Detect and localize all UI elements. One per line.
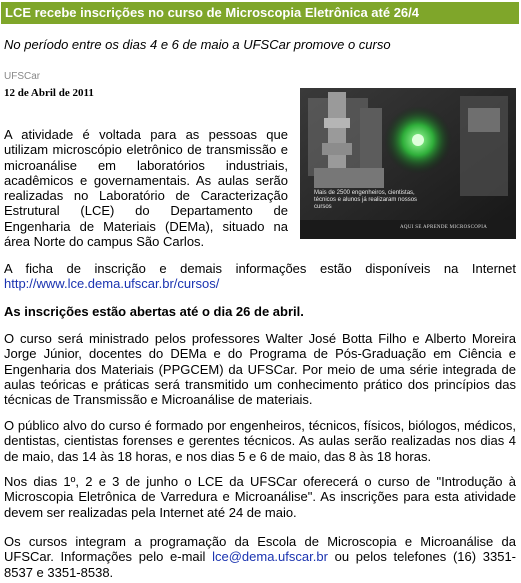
microscope-photo: [300, 88, 516, 239]
paragraph-7-text: Os cursos integram a programação da Escola de Microscopia e Microanálise da UFSCar. Informações pelo e-mail: [4, 534, 516, 565]
paragraph-7-tail: ou pelos telefones (16) 3351-8537 e 3351-8538.: [4, 549, 516, 580]
paragraph-6: Nos dias 1º, 2 e 3 de junho o LCE da UFSCar oferecerá o curso de "Introdução à Microscopia Eletrônica de Varredura e Microanálise". As inscrições para esta atividade devem ser realizadas pela Internet até 24 de maio.: [4, 474, 516, 520]
paragraph-2: [4, 261, 516, 292]
paragraph-4: O curso será ministrado pelos professores Walter José Botta Filho e Alberto Moreira Jorge Júnior, docentes do DEMa e do Programa de Pós-Graduação em Ciência e Engenharia dos Materiais (PPGCEM) da UFSCar. Por meio de uma série integrada de aulas teóricas e práticas será transmitido um conhecimento prático dos princípios das técnicas de Transmissão e Microanálise de materiais.: [4, 331, 516, 408]
article-subtitle: No período entre os dias 4 e 6 de maio a UFSCar promove o curso: [4, 37, 391, 52]
article-source: UFSCar: [4, 71, 41, 82]
article-title: LCE recebe inscrições no curso de Microscopia Eletrônica até 26/4: [5, 5, 419, 20]
registration-deadline: As inscrições estão abertas até o dia 26 de abril.: [4, 304, 304, 319]
photo-caption: Mais de 2500 engenheiros, cientistas, técnicos e alunos já realizaram nossos cursos: [314, 190, 418, 210]
registration-link[interactable]: http://www.lce.dema.ufscar.br/cursos/: [4, 276, 220, 292]
paragraph-2-text: A ficha de inscrição e demais informações estão disponíveis na Internet: [4, 261, 516, 276]
article-photo: [300, 88, 516, 239]
contact-email-link[interactable]: lce@dema.ufscar.br: [212, 549, 328, 565]
paragraph-1: A atividade é voltada para as pessoas que utilizam microscópio eletrônico de transmissão e microanálise em laboratórios industriais, acadêmicos e governamentais. As aulas serão realizadas no Laboratório de Caracterização Estrutural (LCE) do Departamento de Engenharia de Materiais (DEMa), situado na área Norte do campus São Carlos.: [4, 127, 288, 250]
paragraph-5: O público alvo do curso é formado por engenheiros, técnicos, físicos, biólogos, médicos, dentistas, cientistas forenses e gerentes técnicos. As aulas serão realizadas nos dias 4 de maio, das 14 às 18 horas, e nos dias 5 e 6 de maio, das 8 às 18 horas.: [4, 418, 516, 464]
article-date: 12 de Abril de 2011: [4, 87, 94, 99]
photo-banner: AQUI SE APRENDE MICROSCOPIA: [400, 225, 488, 230]
paragraph-7: [4, 534, 516, 580]
title-bar: [1, 2, 519, 24]
